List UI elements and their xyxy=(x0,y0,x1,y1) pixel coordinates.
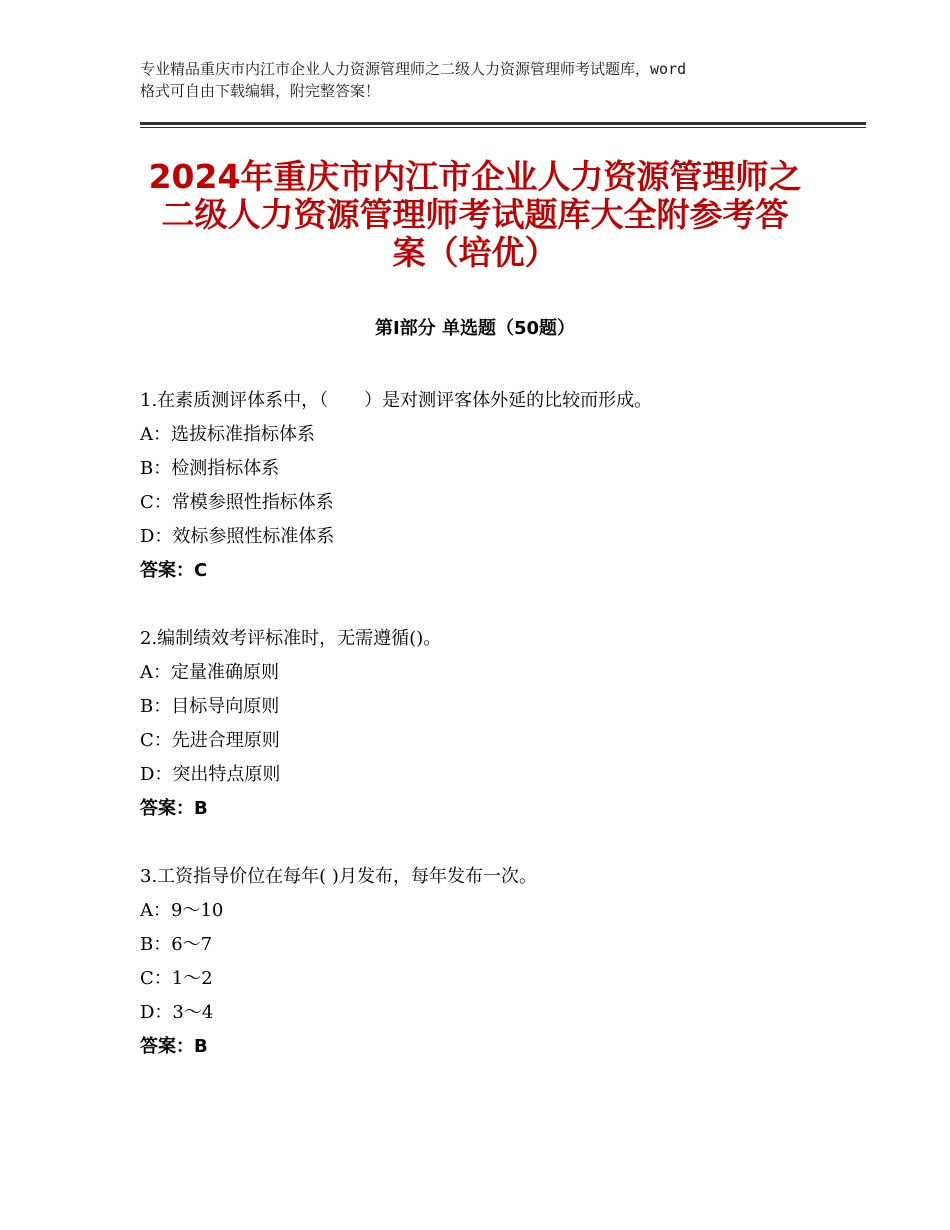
document-title xyxy=(100,158,850,272)
answer-line: 答案：B xyxy=(140,1036,208,1057)
question-stem: 3.工资指导价位在每年( )月发布，每年发布一次。 xyxy=(140,866,537,887)
option-b: B：6～7 xyxy=(140,934,213,955)
header-divider-thick xyxy=(140,122,866,125)
option-d: D：突出特点原则 xyxy=(140,764,281,785)
option-c: C：常模参照性指标体系 xyxy=(140,492,334,513)
answer-line: 答案：B xyxy=(140,798,208,819)
option-c: C：1～2 xyxy=(140,968,213,989)
header-note-line-1: 专业精品重庆市内江市企业人力资源管理师之二级人力资源管理师考试题库，word xyxy=(140,60,687,78)
document-title-line-1: 2024年重庆市内江市企业人力资源管理师之 xyxy=(148,157,802,196)
document-title-line-2: 二级人力资源管理师考试题库大全附参考答 xyxy=(161,195,789,234)
document-title-line-3: 案（培优） xyxy=(392,233,558,272)
header-divider-thin xyxy=(140,127,866,128)
option-b: B：目标导向原则 xyxy=(140,696,280,717)
option-d: D：3～4 xyxy=(140,1002,214,1023)
option-d: D：效标参照性标准体系 xyxy=(140,526,335,547)
header-note xyxy=(140,58,840,102)
question-1 xyxy=(140,384,860,588)
question-stem: 2.编制绩效考评标准时，无需遵循()。 xyxy=(140,628,442,649)
header-note-line-2: 格式可自由下载编辑，附完整答案！ xyxy=(140,82,381,100)
option-c: C：先进合理原则 xyxy=(140,730,280,751)
question-stem: 1.在素质测评体系中，（ ）是对测评客体外延的比较而形成。 xyxy=(140,390,653,411)
option-a: A：选拔标准指标体系 xyxy=(140,424,315,445)
option-a: A：定量准确原则 xyxy=(140,662,279,683)
question-list xyxy=(140,384,860,1098)
question-2 xyxy=(140,622,860,826)
question-3 xyxy=(140,860,860,1064)
section-heading: 第Ⅰ部分 单选题（50题） xyxy=(374,318,575,339)
option-a: A：9～10 xyxy=(140,900,224,921)
answer-line: 答案：C xyxy=(140,560,208,581)
option-b: B：检测指标体系 xyxy=(140,458,280,479)
